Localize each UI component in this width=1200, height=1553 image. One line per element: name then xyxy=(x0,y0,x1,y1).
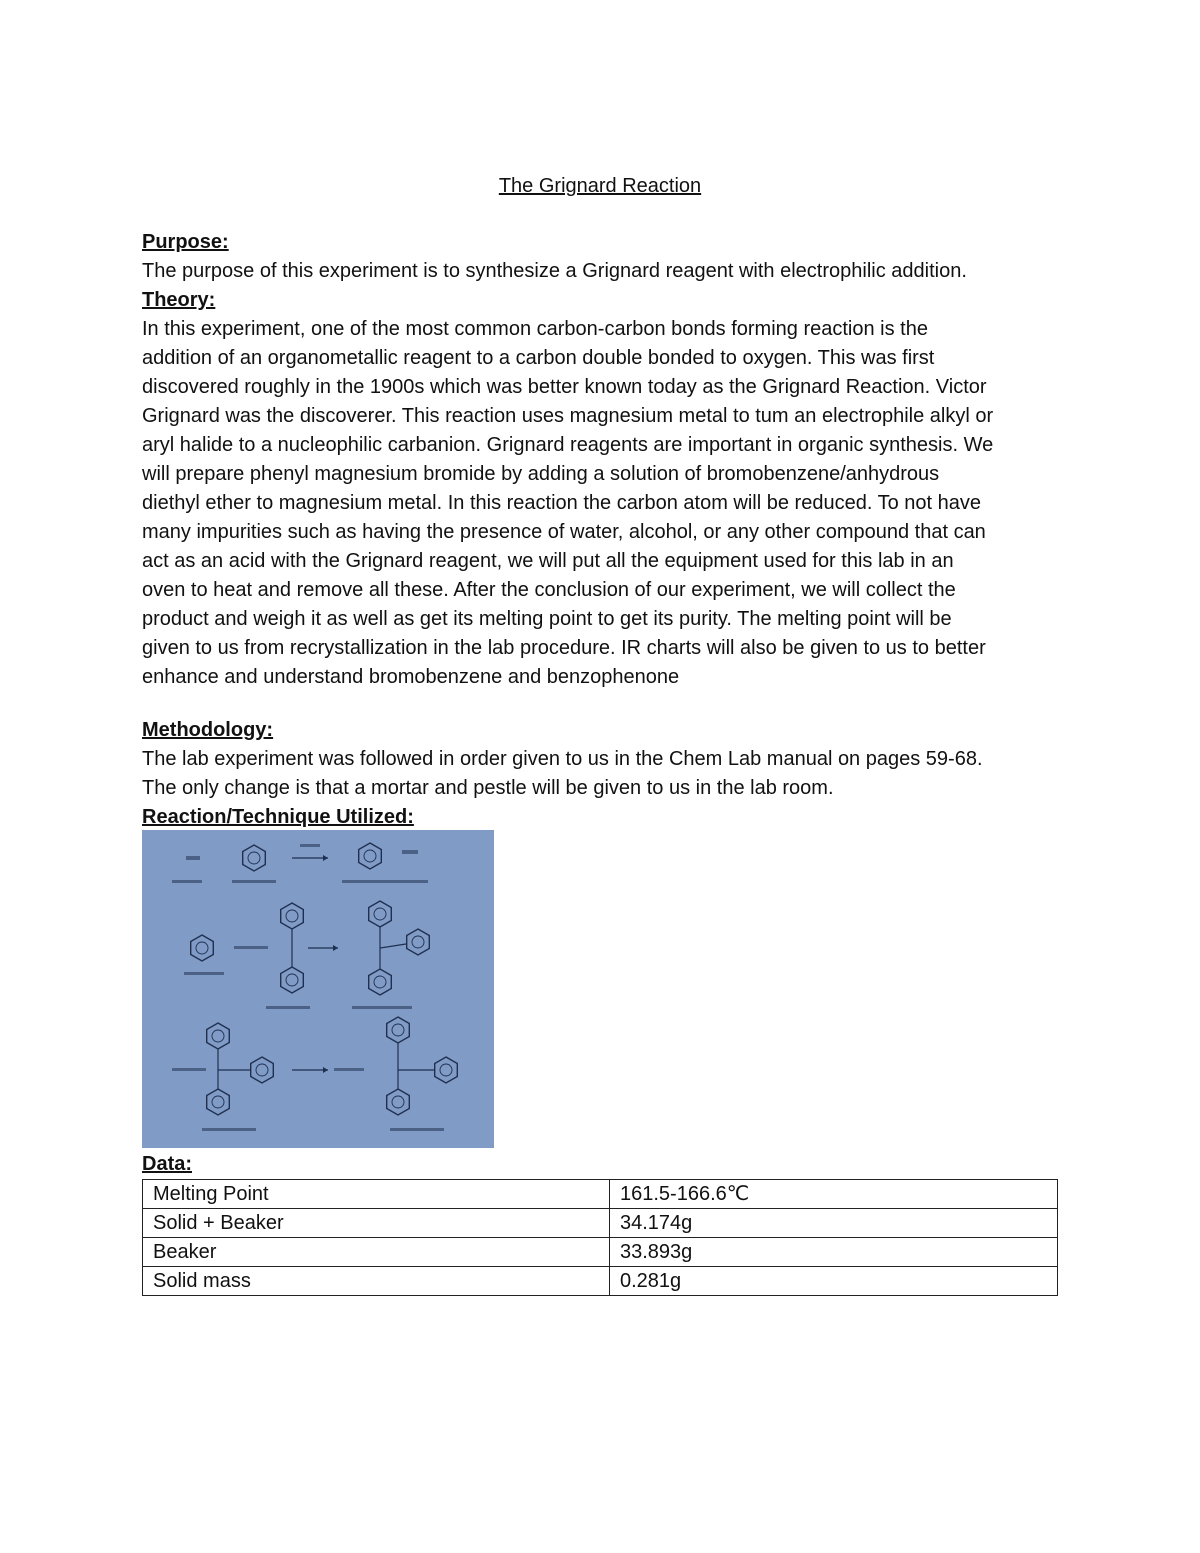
purpose-text: The purpose of this experiment is to synthesize a Grignard reagent with electrophilic addition. xyxy=(142,260,967,282)
theory-line: In this experiment, one of the most common carbon-carbon bonds forming reaction is the xyxy=(142,318,928,340)
theory-line: discovered roughly in the 1900s which was better known today as the Grignard Reaction. Victor xyxy=(142,376,987,398)
table-row xyxy=(143,1267,1058,1296)
document-title: The Grignard Reaction xyxy=(498,175,702,197)
theory-line: given to us from recrystallization in the lab procedure. IR charts will also be given to us to better xyxy=(142,637,986,659)
reaction-heading: Reaction/Technique Utilized: xyxy=(142,806,414,828)
theory-line: oven to heat and remove all these. After the conclusion of our experiment, we will collect the xyxy=(142,579,956,601)
table-row xyxy=(143,1180,1058,1209)
table-cell-value: 34.174g xyxy=(610,1209,1058,1238)
data-table xyxy=(142,1179,1058,1296)
table-row xyxy=(143,1238,1058,1267)
data-heading: Data: xyxy=(142,1153,193,1175)
purpose-section xyxy=(142,228,1072,286)
theory-line: many impurities such as having the presence of water, alcohol, or any other compound that can xyxy=(142,521,986,543)
theory-line: act as an acid with the Grignard reagent, we will put all the equipment used for this lab in an xyxy=(142,550,954,572)
table-cell-label: Solid + Beaker xyxy=(143,1209,610,1238)
theory-section xyxy=(142,286,1072,692)
theory-line: diethyl ether to magnesium metal. In this reaction the carbon atom will be reduced. To not have xyxy=(142,492,981,514)
methodology-heading: Methodology: xyxy=(142,719,274,741)
reaction-scheme-image xyxy=(142,830,494,1148)
table-row xyxy=(143,1209,1058,1238)
table-cell-label: Beaker xyxy=(143,1238,610,1267)
theory-line: aryl halide to a nucleophilic carbanion. Grignard reagents are important in organic synthesis. We xyxy=(142,434,994,456)
theory-line: enhance and understand bromobenzene and benzophenone xyxy=(142,666,680,688)
theory-line: addition of an organometallic reagent to a carbon double bonded to oxygen. This was first xyxy=(142,347,935,369)
data-section xyxy=(142,1150,1072,1179)
table-cell-value: 0.281g xyxy=(610,1267,1058,1296)
table-cell-value: 33.893g xyxy=(610,1238,1058,1267)
methodology-line: The lab experiment was followed in order given to us in the Chem Lab manual on pages 59-68. xyxy=(142,748,983,770)
table-cell-label: Solid mass xyxy=(143,1267,610,1296)
theory-heading: Theory: xyxy=(142,289,216,311)
theory-line: will prepare phenyl magnesium bromide by adding a solution of bromobenzene/anhydrous xyxy=(142,463,940,485)
table-cell-value: 161.5-166.6℃ xyxy=(610,1180,1058,1209)
purpose-heading: Purpose: xyxy=(142,231,229,253)
methodology-line: The only change is that a mortar and pestle will be given to us in the lab room. xyxy=(142,777,834,799)
table-cell-label: Melting Point xyxy=(143,1180,610,1209)
methodology-section xyxy=(142,716,1072,832)
theory-line: Grignard was the discoverer. This reaction uses magnesium metal to tum an electrophile alkyl or xyxy=(142,405,994,427)
theory-line: product and weigh it as well as get its melting point to get its purity. The melting point will be xyxy=(142,608,952,630)
